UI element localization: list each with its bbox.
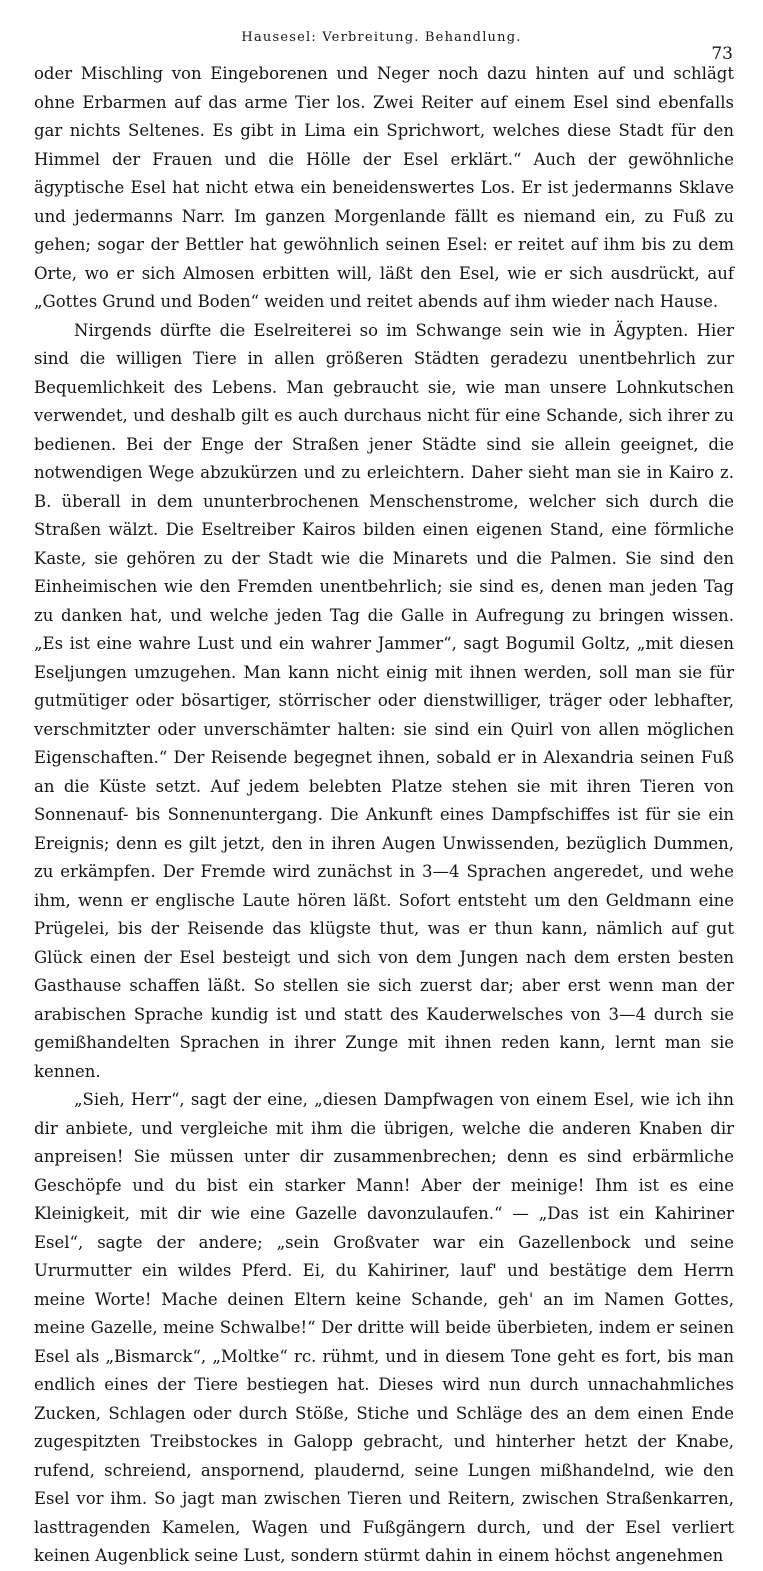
running-head: Hausesel: Verbreitung. Behandlung. [241, 30, 522, 45]
body-text [34, 60, 734, 1571]
paragraph: „Sieh, Herr“, sagt der eine, „diesen Dampfwagen von einem Esel, wie ich ihn dir anbiete, und vergleiche mit ihm die übrigen, welche die anderen Knaben dir anpreisen! Sie müssen unter dir zusammenbrechen; denn es sind erbärmliche Geschöpfe und du bist ein starker Mann! Aber der meinige! Ihm ist es eine Kleinigkeit, mit dir wie eine Gazelle davonzulaufen.“ — „Das ist ein Kahiriner Esel“, sagte der andere; „sein Großvater war ein Gazellenbock und seine Ururmutter ein wildes Pferd. Ei, du Kahiriner, lauf' und bestätige dem Herrn meine Worte! Mache deinen Eltern keine Schande, geh' an im Namen Gottes, meine Gazelle, meine Schwalbe!“ Der dritte will beide überbieten, indem er seinen Esel als „Bismarck“, „Moltke“ rc. rühmt, und in diesem Tone geht es fort, bis man endlich eines der Tiere bestiegen hat. Dieses wird nun durch unnachahmliches Zucken, Schlagen oder durch Stöße, Stiche und Schläge des an dem einen Ende zugespitzten Treibstockes in Galopp gebracht, und hinterher hetzt der Knabe, rufend, schreiend, anspornend, plaudernd, seine Lungen mißhandelnd, wie den Esel vor ihm. So jagt man zwischen Tieren und Reitern, zwischen Straßenkarren, lasttragenden Kamelen, Wagen und Fußgängern durch, und der Esel verliert keinen Augenblick seine Lust, sondern stürmt dahin in einem höchst angenehmen [34, 1090, 734, 1565]
paragraph: Nirgends dürfte die Eselreiterei so im Schwange sein wie in Ägypten. Hier sind die willigen Tiere in allen größeren Städten geradezu unentbehrlich zur Bequemlichkeit des Lebens. Man gebraucht sie, wie man unsere Lohnkutschen verwendet, und deshalb gilt es auch durchaus nicht für eine Schande, sich ihrer zu bedienen. Bei der Enge der Straßen jener Städte sind sie allein geeignet, die notwendigen Wege abzukürzen und zu erleichtern. Daher sieht man sie in Kairo z. B. überall in dem ununterbrochenen Menschenstrome, welcher sich durch die Straßen wälzt. Die Eseltreiber Kairos bilden einen eigenen Stand, eine förmliche Kaste, sie gehören zu der Stadt wie die Minarets und die Palmen. Sie sind den Einheimischen wie den Fremden unentbehrlich; sie sind es, denen man jeden Tag zu danken hat, und welche jeden Tag die Galle in Aufregung zu bringen wissen. „Es ist eine wahre Lust und ein wahrer Jammer“, sagt Bogumil Goltz, „mit diesen Eseljungen umzugehen. Man kann nicht einig mit ihnen werden, soll man sie für gutmütiger oder bösartiger, störrischer oder dienstwilliger, träger oder lebhafter, verschmitzter oder unverschämter halten: sie sind ein Quirl von allen möglichen Eigenschaften.“ Der Reisende begegnet ihnen, sobald er in Alexandria seinen Fuß an die Küste setzt. Auf jedem belebten Platze stehen sie mit ihren Tieren von Sonnenauf- bis Sonnenuntergang. Die Ankunft eines Dampfschiffes ist für sie ein Ereignis; denn es gilt jetzt, den in ihren Augen Unwissenden, bezüglich Dummen, zu erkämpfen. Der Fremde wird zunächst in 3—4 Sprachen angeredet, und wehe ihm, wenn er englische Laute hören läßt. Sofort entsteht um den Geldmann eine Prügelei, bis der Reisende das klügste thut, was er thun kann, nämlich auf gut Glück einen der Esel besteigt und sich von dem Jungen nach dem ersten besten Gasthause schaffen läßt. So stellen sie sich zuerst dar; aber erst wenn man der arabischen Sprache kundig ist und statt des Kauderwelsches von 3—4 durch sie gemißhandelten Sprachen in ihrer Zunge mit ihnen reden kann, lernt man sie kennen. [34, 320, 734, 1081]
paragraph: oder Mischling von Eingeborenen und Neger noch dazu hinten auf und schlägt ohne Erbarmen auf das arme Tier los. Zwei Reiter auf einem Esel sind ebenfalls gar nichts Seltenes. Es gibt in Lima ein Sprichwort, welches diese Stadt für den Himmel der Frauen und die Hölle der Esel erklärt.“ Auch der gewöhnliche ägyptische Esel hat nicht etwa ein beneidenswertes Los. Er ist jedermanns Sklave und jedermanns Narr. Im ganzen Morgenlande fällt es niemand ein, zu Fuß zu gehen; sogar der Bettler hat gewöhnlich seinen Esel: er reitet auf ihm bis zu dem Orte, wo er sich Almosen erbitten will, läßt den Esel, wie er sich ausdrückt, auf „Gottes Grund und Boden“ weiden und reitet abends auf ihm wieder nach Hause. [34, 64, 734, 311]
page-number: 73 [711, 44, 733, 64]
